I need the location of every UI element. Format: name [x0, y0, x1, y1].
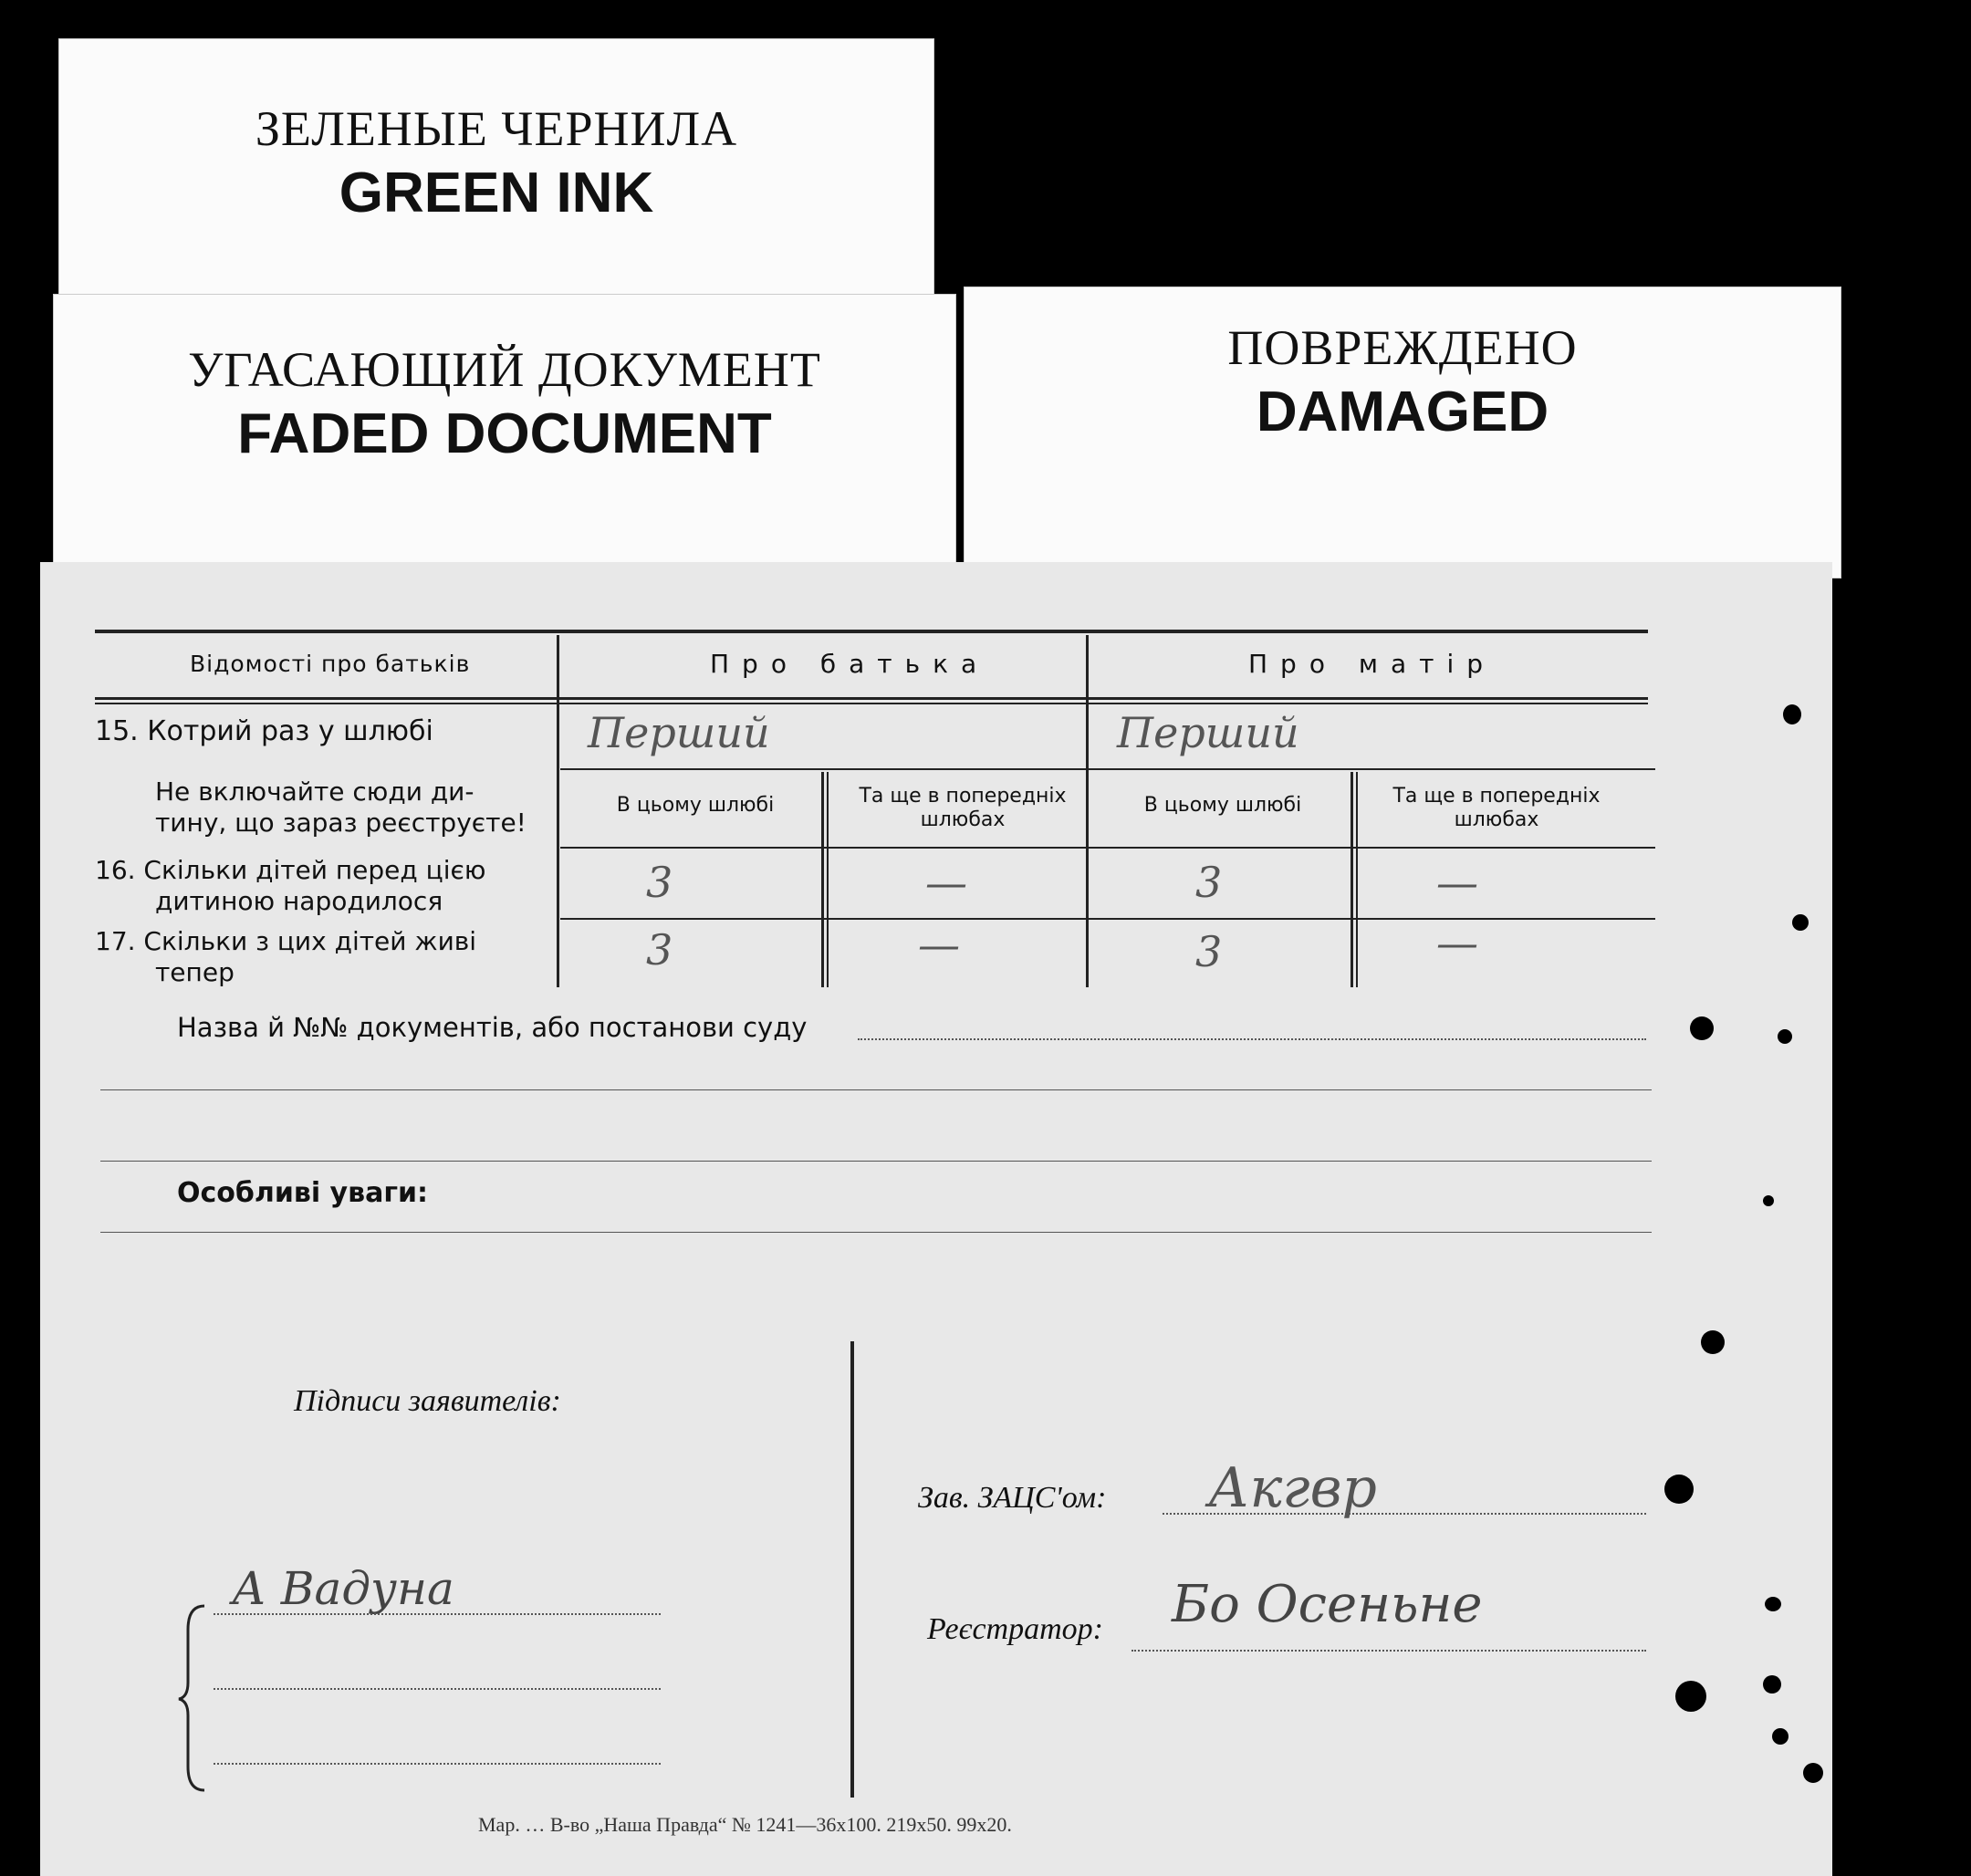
- row15-mother-handwritten: Перший: [1117, 708, 1299, 757]
- table-note-rule: [560, 847, 1655, 849]
- father-previous-marriages-header-2: шлюбах: [920, 808, 1006, 831]
- applicants-signatures-label: Підписи заявителів:: [294, 1384, 561, 1418]
- father-this-marriage-header: В цьому шлюбі: [616, 794, 775, 817]
- header-about-father: Про батька: [710, 649, 990, 679]
- damage-hole: [1690, 1016, 1714, 1040]
- applicant-brace: [177, 1602, 214, 1794]
- row15-label: 15. Котрий раз у шлюбі: [95, 715, 433, 747]
- damage-hole: [1803, 1763, 1823, 1783]
- signature-area-divider: [850, 1341, 854, 1798]
- row17-label-2: тепер: [155, 957, 235, 987]
- row16-mother-this: 3: [1195, 858, 1223, 907]
- table-col-divider-1: [557, 635, 559, 987]
- applicant-signature: А Вадуна: [232, 1562, 454, 1615]
- row16-father-prev: —: [925, 858, 967, 907]
- table-header-rule-2: [95, 703, 1648, 704]
- damage-hole: [1701, 1330, 1725, 1354]
- damage-hole: [1765, 1597, 1781, 1611]
- damage-hole: [1675, 1681, 1706, 1712]
- damage-hole: [1664, 1475, 1694, 1504]
- faded-document-label-ru: УГАСАЮЩИЙ ДОКУМЕНТ: [188, 342, 821, 397]
- faded-document-label-card: [53, 294, 956, 568]
- father-previous-marriages-header-1: Та ще в попередніх: [859, 785, 1067, 808]
- table-subcol-divider-father-2: [827, 772, 829, 987]
- documents-label: Назва й №№ документів, або постанови суду: [177, 1012, 808, 1043]
- damaged-label-ru: ПОВРЕЖДЕНО: [1227, 320, 1578, 375]
- note-line-1: Не включайте сюди ди-: [155, 776, 474, 807]
- row16-label-1: 16. Скільки дітей перед цією: [95, 855, 486, 885]
- applicant-signature-line-3: [214, 1763, 661, 1765]
- green-ink-label-ru: ЗЕЛЕНЫЕ ЧЕРНИЛА: [255, 101, 738, 156]
- row17-father-this: 3: [646, 925, 673, 974]
- row17-mother-prev: —: [1436, 918, 1478, 967]
- faded-document-label-en: FADED DOCUMENT: [237, 402, 772, 465]
- row17-mother-this: 3: [1195, 927, 1223, 976]
- row16-label-2: дитиною народилося: [155, 886, 443, 916]
- damaged-label-en: DAMAGED: [1256, 380, 1549, 443]
- damage-hole: [1772, 1728, 1788, 1745]
- applicant-signature-line-2: [214, 1688, 661, 1690]
- row17-father-prev: —: [918, 920, 960, 969]
- table-subcol-divider-mother: [1350, 772, 1353, 987]
- mother-this-marriage-header: В цьому шлюбі: [1143, 794, 1302, 817]
- registrar-label: Реєстратор:: [927, 1612, 1103, 1646]
- registrar-signature: Бо Осеньне: [1172, 1575, 1483, 1634]
- head-of-registry-signature: Акгвр: [1208, 1456, 1377, 1520]
- registration-form-sheet: [40, 562, 1832, 1876]
- table-col-divider-2: [1086, 635, 1089, 987]
- damaged-label-card: [964, 287, 1841, 578]
- row16-mother-prev: —: [1436, 858, 1478, 907]
- damage-hole: [1783, 704, 1801, 724]
- damage-hole: [1763, 1195, 1774, 1206]
- table-top-rule: [95, 630, 1648, 633]
- note-line-2: тину, що зараз реєструєте!: [155, 808, 527, 838]
- mother-previous-marriages-header-1: Та ще в попередніх: [1392, 785, 1601, 808]
- damage-hole: [1763, 1675, 1781, 1694]
- table-row15-rule: [560, 768, 1655, 770]
- head-of-registry-label: Зав. ЗАЦС'ом:: [918, 1481, 1107, 1515]
- row17-label-1: 17. Скільки з цих дітей живі: [95, 926, 477, 956]
- green-ink-label-card: [58, 38, 934, 312]
- mother-previous-marriages-header-2: шлюбах: [1454, 808, 1539, 831]
- table-header-rule: [95, 697, 1648, 700]
- row15-father-handwritten: Перший: [588, 708, 770, 757]
- special-notes-line: [100, 1232, 1652, 1233]
- table-subcol-divider-mother-2: [1356, 772, 1358, 987]
- row16-father-this: 3: [646, 858, 673, 907]
- head-of-registry-signature-line: [1163, 1513, 1646, 1515]
- documents-blank-line-2: [100, 1161, 1652, 1162]
- damage-hole: [1778, 1029, 1792, 1044]
- documents-dotted-line: [858, 1038, 1646, 1040]
- green-ink-label-en: GREEN INK: [339, 162, 654, 224]
- applicant-signature-line-1: [214, 1613, 661, 1615]
- registrar-signature-line: [1132, 1650, 1646, 1652]
- documents-blank-line-1: [100, 1089, 1652, 1090]
- printer-imprint: Мар. … В-во „Наша Правда“ № 1241—36х100. 219х50. 99х20.: [478, 1813, 1012, 1836]
- table-subcol-divider-father: [821, 772, 824, 987]
- header-parents-info: Відомості про батьків: [190, 651, 471, 677]
- special-notes-label: Особливі уваги:: [177, 1177, 429, 1209]
- damage-hole: [1792, 914, 1809, 931]
- table-row16-rule: [560, 918, 1655, 920]
- header-about-mother: Про матір: [1248, 649, 1496, 679]
